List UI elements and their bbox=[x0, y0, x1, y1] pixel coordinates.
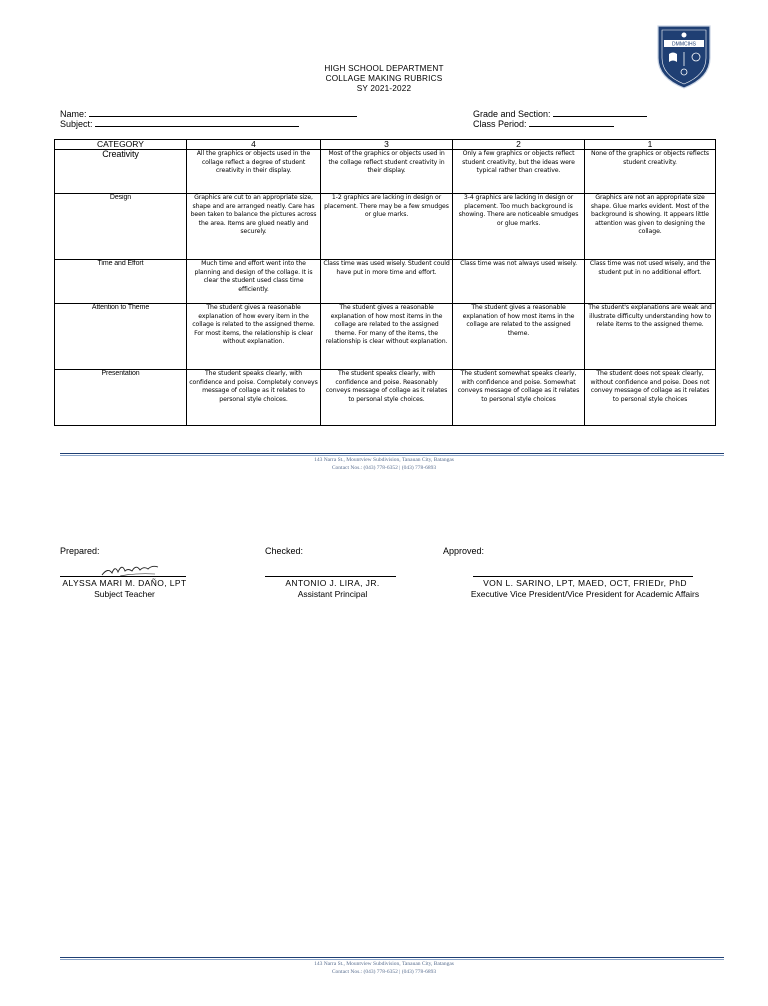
table-cell: The student gives a reasonable explanation of how every item in the collage is related to the assigned theme. For most items, the relationship is clear without explanation. bbox=[187, 304, 321, 370]
table-cell: 1-2 graphics are lacking in design or placement. There may be a few smudges or glue marks. bbox=[321, 194, 453, 260]
table-cell: Class time was not always used wisely. bbox=[453, 260, 585, 304]
prepared-title: Subject Teacher bbox=[94, 589, 155, 599]
table-cell: None of the graphics or objects reflects student creativity. bbox=[585, 150, 716, 194]
table-cell: The student somewhat speaks clearly, with confidence and poise. Somewhat conveys message of collage as it relates to personal style choices bbox=[453, 370, 585, 426]
table-row bbox=[55, 304, 716, 370]
period-field[interactable] bbox=[473, 118, 614, 129]
header-score-3: 3 bbox=[321, 140, 453, 150]
svg-text:DMMCIHS: DMMCIHS bbox=[672, 41, 696, 48]
table-cell: Class time was not used wisely, and the student put in no additional effort. bbox=[585, 260, 716, 304]
row-category: Time and Effort bbox=[55, 260, 187, 304]
page-footer-bottom bbox=[0, 961, 768, 976]
school-year: SY 2021-2022 bbox=[356, 84, 412, 93]
rubric-table bbox=[54, 139, 716, 426]
table-row bbox=[55, 260, 716, 304]
footer-address: 143 Narra St., Mountview Subdivision, Tanauan City, Batangas bbox=[314, 457, 454, 463]
checked-title: Assistant Principal bbox=[297, 589, 368, 599]
footer-divider-thin bbox=[60, 455, 724, 456]
table-cell: Class time was used wisely. Student could have put in more time and effort. bbox=[321, 260, 453, 304]
table-cell: Graphics are not an appropriate size shape. Glue marks evident. Most of the background is showing. It appears little attention was given to designing the collage. bbox=[585, 194, 716, 260]
checked-signature-line bbox=[265, 576, 396, 577]
table-cell: The student gives a reasonable explanation of how most items in the collage are related to the assigned theme. bbox=[453, 304, 585, 370]
document-header bbox=[0, 64, 768, 94]
row-category: Presentation bbox=[55, 370, 187, 426]
period-label: Class Period: bbox=[473, 119, 527, 129]
checked-name: ANTONIO J. LIRA, JR. bbox=[285, 578, 380, 588]
table-cell: All the graphics or objects used in the collage reflect a degree of student creativity in their display. bbox=[187, 150, 321, 194]
footer-divider bbox=[60, 453, 724, 454]
header-score-1: 1 bbox=[585, 140, 716, 150]
header-score-4: 4 bbox=[187, 140, 321, 150]
table-cell: Much time and effort went into the planning and design of the collage. It is clear the student used class time efficiently. bbox=[187, 260, 321, 304]
table-cell: Only a few graphics or objects reflect student creativity, but the ideas were typical rather than creative. bbox=[453, 150, 585, 194]
period-line[interactable] bbox=[529, 118, 614, 127]
table-cell: Graphics are cut to an appropriate size, shape and are arranged neatly. Care has been taken to balance the pictures across the area. Items are glued neatly and securely. bbox=[187, 194, 321, 260]
name-line[interactable] bbox=[89, 108, 357, 117]
subject-field[interactable] bbox=[60, 118, 299, 129]
name-label: Name: bbox=[60, 109, 87, 119]
approved-name: VON L. SARINO, LPT, MAED, OCT, FRIEDr, PhD bbox=[483, 578, 687, 588]
table-cell: Most of the graphics or objects used in the collage reflect student creativity in their display. bbox=[321, 150, 453, 194]
table-cell: The student speaks clearly, with confidence and poise. Reasonably conveys message of collage as it relates to personal style choices. bbox=[321, 370, 453, 426]
approved-label: Approved: bbox=[443, 546, 485, 556]
footer-divider-bottom-thin bbox=[60, 959, 724, 960]
table-row bbox=[55, 370, 716, 426]
row-category: Creativity bbox=[55, 150, 187, 194]
header-score-2: 2 bbox=[453, 140, 585, 150]
prepared-label: Prepared: bbox=[60, 546, 100, 556]
grade-line[interactable] bbox=[553, 108, 647, 117]
table-cell: The student speaks clearly, with confidence and poise. Completely conveys message of collage as it relates to personal style choices. bbox=[187, 370, 321, 426]
prepared-signature-line bbox=[60, 576, 186, 577]
table-row bbox=[55, 150, 716, 194]
approved-title: Executive Vice President/Vice President for Academic Affairs bbox=[470, 589, 700, 599]
footer-contact: Contact Nos.: (043) 778-6352 | (043) 778-6893 bbox=[331, 968, 437, 975]
subject-line[interactable] bbox=[95, 118, 299, 127]
subject-label: Subject: bbox=[60, 119, 93, 129]
table-cell: 3-4 graphics are lacking in design or placement. Too much background is showing. There are noticeable smudges or glue marks. bbox=[453, 194, 585, 260]
table-cell: The student does not speak clearly, without confidence and poise. Does not convey message of collage as it relates to personal style choices bbox=[585, 370, 716, 426]
department-title: HIGH SCHOOL DEPARTMENT bbox=[324, 64, 444, 73]
approved-signature-line bbox=[473, 576, 693, 577]
footer-address: 143 Narra St., Mountview Subdivision, Tanauan City, Batangas bbox=[314, 961, 454, 967]
table-cell: The student's explanations are weak and illustrate difficulty understanding how to relate items to the assigned theme. bbox=[585, 304, 716, 370]
table-header-row bbox=[55, 140, 716, 150]
prepared-name: ALYSSA MARI M. DAÑO, LPT bbox=[62, 578, 187, 588]
page-footer bbox=[0, 457, 768, 472]
row-category: Design bbox=[55, 194, 187, 260]
row-category: Attention to Theme bbox=[55, 304, 187, 370]
document-title: COLLAGE MAKING RUBRICS bbox=[325, 74, 443, 83]
header-category: CATEGORY bbox=[55, 140, 187, 150]
table-row bbox=[55, 194, 716, 260]
footer-contact: Contact Nos.: (043) 778-6352 | (043) 778-6893 bbox=[331, 464, 437, 471]
checked-label: Checked: bbox=[265, 546, 304, 556]
grade-label: Grade and Section: bbox=[473, 109, 551, 119]
footer-divider-bottom bbox=[60, 957, 724, 958]
table-cell: The student gives a reasonable explanation of how most items in the collage are related to the assigned theme. For many of the items, the relationship is clear without explanation. bbox=[321, 304, 453, 370]
